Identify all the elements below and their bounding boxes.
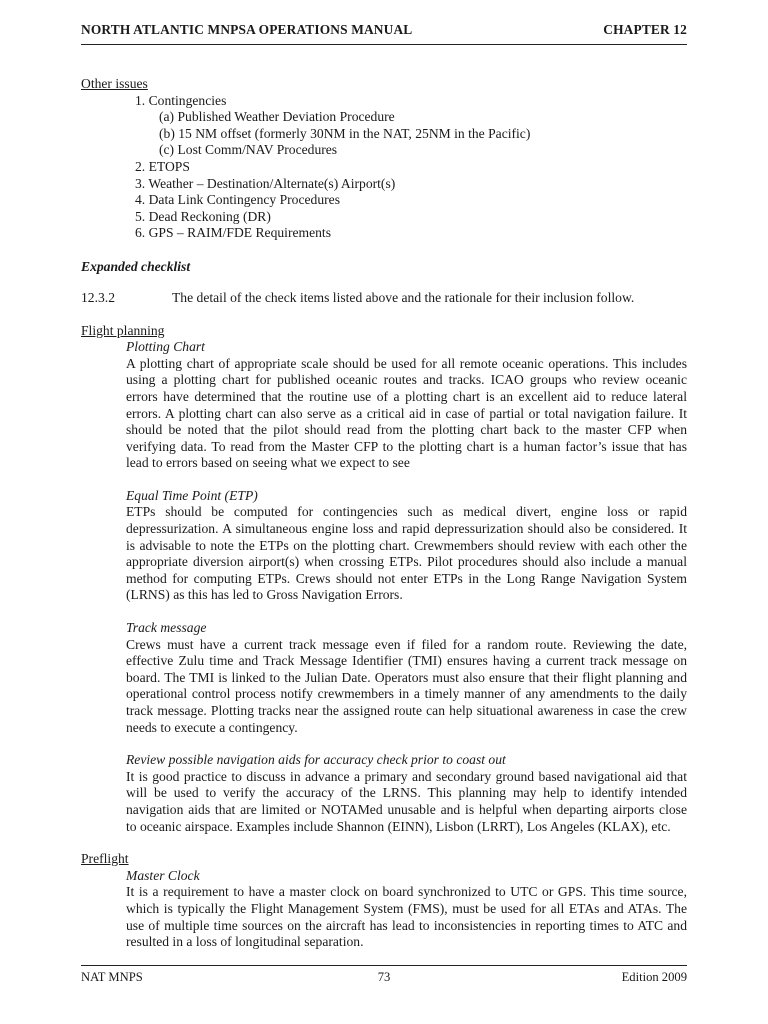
body-line: lead to errors based on seeing what we expect to see bbox=[126, 455, 410, 471]
body-line: is advisable to note the ETPs on the plotting chart. Crewmembers should review with each other the bbox=[126, 537, 687, 553]
paragraph-number: 12.3.2 bbox=[81, 289, 115, 305]
flight-planning-heading: Flight planning bbox=[81, 322, 165, 338]
body-line: needs to execute a contingency. bbox=[126, 719, 298, 735]
page-content bbox=[81, 76, 687, 951]
subsection-body bbox=[126, 884, 687, 950]
body-line: using a plotting chart for published oceanic routes and tracks. ICAO groups who review oceanic bbox=[126, 372, 687, 388]
subsection-title: Equal Time Point (ETP) bbox=[126, 487, 258, 503]
master-clock-subsection bbox=[81, 868, 687, 951]
body-line: errors. A plotting chart can also serve as a critical aid in case of partial or total navigation failure. It bbox=[126, 405, 687, 421]
expanded-checklist-heading: Expanded checklist bbox=[81, 258, 191, 274]
paragraph-12-3-2 bbox=[81, 290, 687, 307]
edition-label: Edition 2009 bbox=[621, 970, 687, 984]
body-line: (LRNS) as this has led to Gross Navigation Errors. bbox=[126, 587, 403, 603]
page-footer bbox=[81, 969, 687, 987]
body-line: verifying data. To read from the Master CFP to the plotting chart is a human factor’s issue that has bbox=[126, 438, 687, 454]
body-line: errors have determined that the routine use of a plotting chart is an excellent aid to reduce lateral bbox=[126, 388, 687, 404]
subsection-title: Track message bbox=[126, 620, 207, 636]
page-header bbox=[81, 22, 687, 42]
list-item: 4. Data Link Contingency Procedures bbox=[135, 192, 340, 208]
list-item: 3. Weather – Destination/Alternate(s) Airport(s) bbox=[135, 175, 396, 191]
list-item: 5. Dead Reckoning (DR) bbox=[135, 208, 271, 224]
plotting-chart-subsection bbox=[81, 339, 687, 472]
page-number: 73 bbox=[377, 970, 391, 984]
body-line: resulted in a loss of longitudinal separation. bbox=[126, 934, 364, 950]
body-line: depressurization. A simultaneous engine loss and rapid depressurization should also be considered. It bbox=[126, 521, 687, 537]
manual-title: NORTH ATLANTIC MNPSA OPERATIONS MANUAL bbox=[81, 22, 413, 37]
list-item: (b) 15 NM offset (formerly 30NM in the NAT, 25NM in the Pacific) bbox=[159, 125, 531, 141]
body-line: track message. Plotting tracks near the assigned route can help situational awareness in case the crew bbox=[126, 703, 687, 718]
subsection-body bbox=[126, 637, 687, 737]
header-rule bbox=[81, 44, 687, 45]
paragraph-text: The detail of the check items listed above and the rationale for their inclusion follow. bbox=[172, 289, 635, 305]
body-line: should be noted that the pilot should read from the plotting chart back to the master CFP when bbox=[126, 422, 687, 438]
body-line: It is good practice to discuss in advance a primary and secondary ground based navigational aid that bbox=[126, 768, 687, 784]
subsection-body bbox=[126, 504, 687, 604]
subsection-body bbox=[126, 769, 687, 835]
body-line: which is typically the Flight Management System (FMS), must be used for all ETAs and ATAs. The bbox=[126, 900, 687, 916]
other-issues-section bbox=[81, 76, 687, 242]
body-line: board. The TMI is linked to the Julian Date. Operators must also ensure that their flight planning and bbox=[126, 669, 687, 685]
list-item: 1. Contingencies bbox=[135, 92, 227, 108]
chapter-label: CHAPTER 12 bbox=[603, 22, 687, 37]
preflight-heading: Preflight bbox=[81, 851, 129, 867]
body-line: Crews must have a current track message even if filed for a random route. Reviewing the date, bbox=[126, 636, 687, 652]
subsection-title: Plotting Chart bbox=[126, 339, 205, 355]
subsection-body bbox=[126, 356, 687, 472]
subsection-title: Master Clock bbox=[126, 867, 200, 883]
body-line: use of multiple time sources on the aircraft has lead to inconsistencies in reporting times to ATC and bbox=[126, 917, 687, 933]
body-line: to oceanic airspace. Examples include Shannon (EINN), Lisbon (LRRT), Los Angeles (KLAX), etc. bbox=[126, 818, 671, 834]
other-issues-heading: Other issues bbox=[81, 76, 148, 91]
body-line: method for computing ETPs. Crews should not enter ETPs in the Long Range Navigation System bbox=[126, 570, 687, 586]
body-line: It is a requirement to have a master clock on board synchronized to UTC or GPS. This time source, bbox=[126, 884, 687, 900]
body-line: A plotting chart of appropriate scale should be used for all remote oceanic operations. This includes bbox=[126, 355, 687, 371]
document-page bbox=[81, 0, 687, 1024]
body-line: will be used to verify the accuracy of the LRNS. This planning may help to identify intended bbox=[126, 785, 687, 801]
footer-rule bbox=[81, 965, 687, 966]
body-line: effective Zulu time and Track Message Identifier (TMI) ensures having a current track message on bbox=[126, 653, 687, 669]
navaid-accuracy-subsection bbox=[81, 752, 687, 835]
list-item: 6. GPS – RAIM/FDE Requirements bbox=[135, 225, 331, 241]
track-message-subsection bbox=[81, 620, 687, 736]
body-line: navigation aids that are limited or NOTAMed unusable and is helpful when departing airports close bbox=[126, 801, 687, 817]
equal-time-point-subsection bbox=[81, 488, 687, 604]
subsection-title: Review possible navigation aids for accuracy check prior to coast out bbox=[126, 752, 506, 768]
footer-doc-name: NAT MNPS bbox=[81, 970, 143, 984]
list-item: 2. ETOPS bbox=[135, 158, 190, 174]
body-line: appropriate diversion airport(s) when crossing ETPs. Pilot procedures should also include a manual bbox=[126, 554, 687, 570]
body-line: operational control process notify crewmembers in a timely manner of any amendments to the daily bbox=[126, 686, 687, 702]
list-item: (a) Published Weather Deviation Procedure bbox=[159, 109, 395, 125]
body-line: ETPs should be computed for contingencies such as medical divert, engine loss or rapid bbox=[126, 504, 687, 520]
list-item: (c) Lost Comm/NAV Procedures bbox=[159, 142, 338, 158]
